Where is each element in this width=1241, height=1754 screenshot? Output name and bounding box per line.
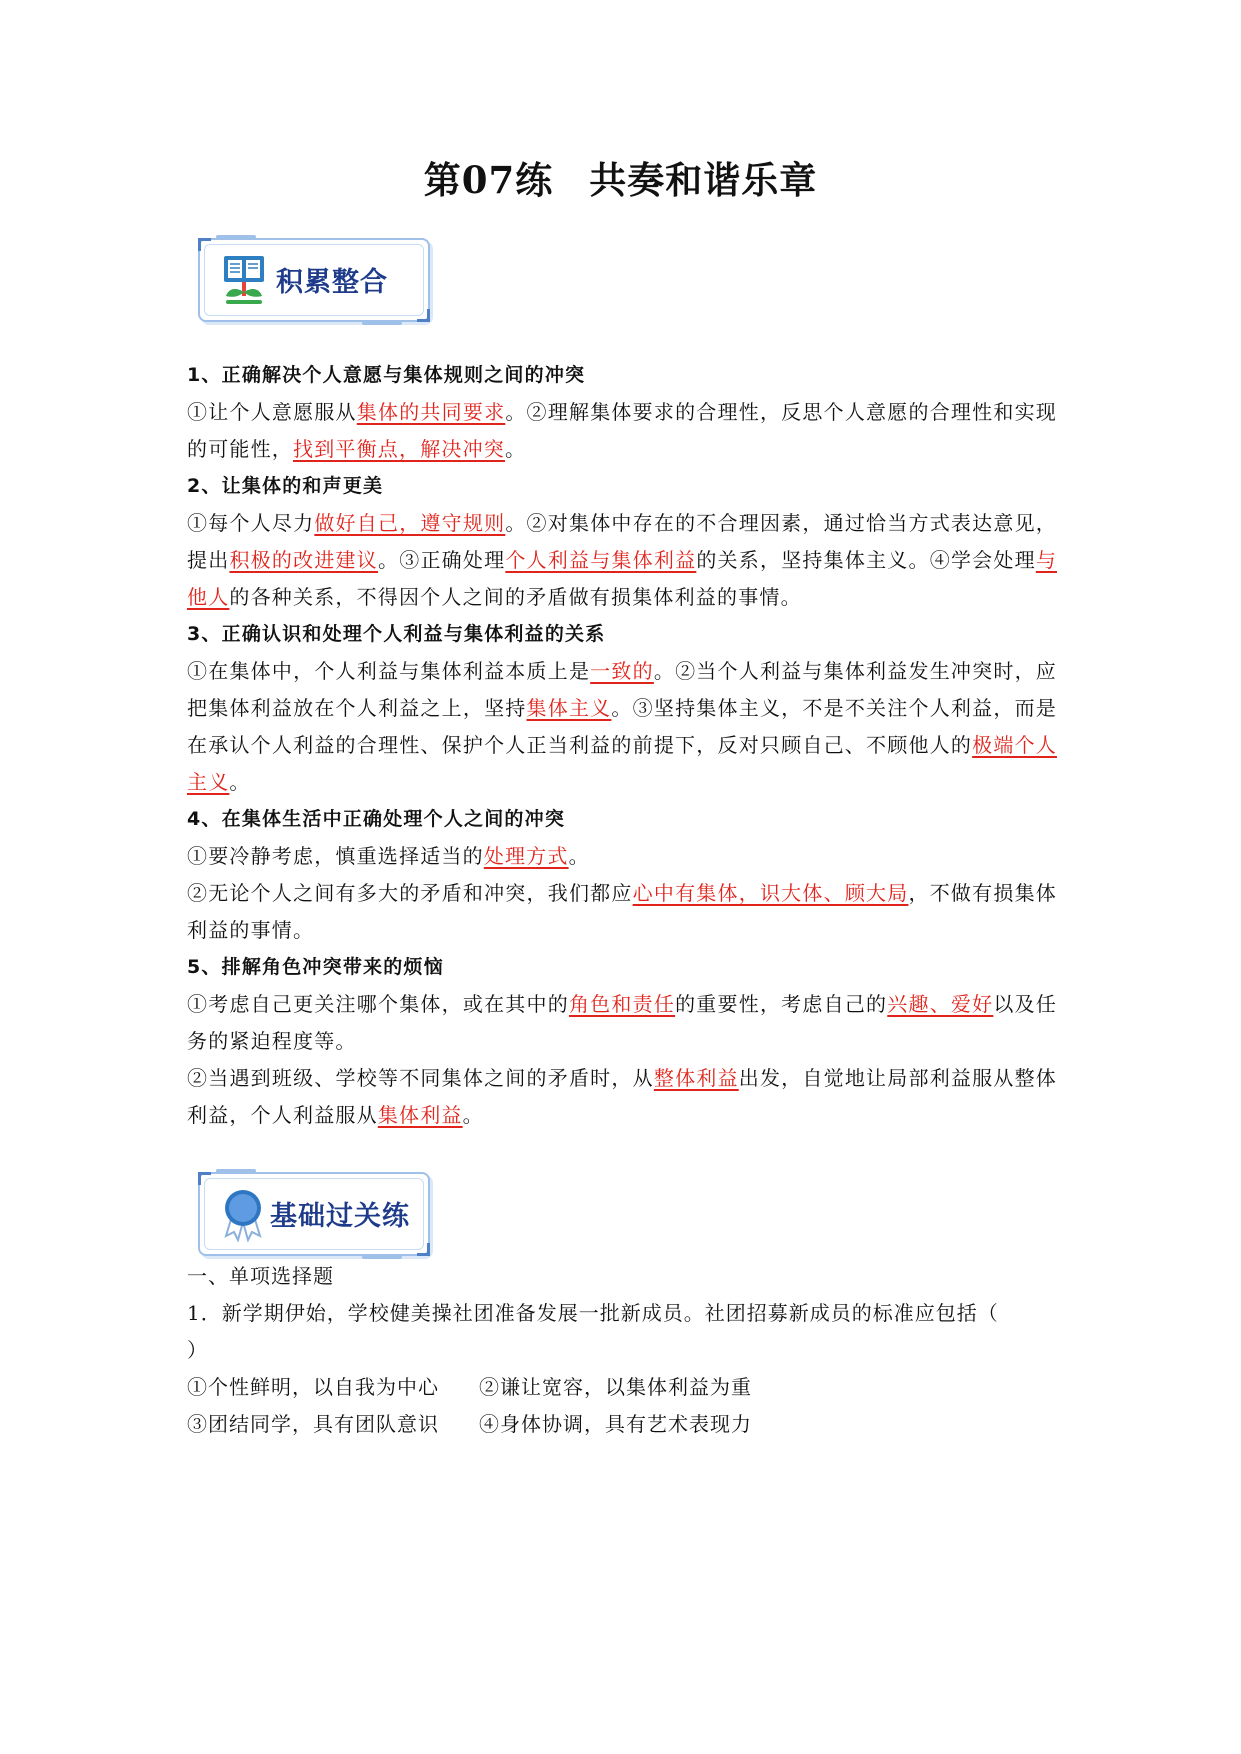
options-row-1 [187,1369,1057,1406]
page-title [0,150,1241,204]
text-segment: ①每个人尽力 [187,511,315,535]
key-phrase: 与他人 [187,548,1058,609]
key-phrase: 做好自己，遵守规则 [314,511,506,535]
section-4-paragraph [187,875,1057,949]
key-phrase: 一致的 [590,659,654,683]
section-heading-2: 2、让集体的和声更美 [187,475,384,497]
text-segment: 。 [505,437,527,461]
key-phrase: 心中有集体，识大体、顾大局 [632,881,909,905]
section-badge-basic [198,1172,430,1256]
text-segment: 。③坚持集体主义，不是不关注个人利益，而是在承认个人利益的合理性、保护个人正当利益的前提下，反对只顾自己、不顾他人的 [187,696,1057,757]
text-segment: ，不做有损集体利益的事情。 [187,881,1058,942]
title-part2: 共奏和谐乐章 [589,158,818,202]
question-1-stem-cont: ） [187,1338,208,1362]
section-5-paragraph [187,1060,1057,1134]
text-segment: 。②当个人利益与集体利益发生冲突时，应把集体利益放在个人利益之上，坚持 [187,659,1057,720]
question-1-stem: 1．新学期伊始，学校健美操社团准备发展一批新成员。社团招募新成员的标准应包括（ [187,1301,999,1325]
text-segment: ①让个人意愿服从 [187,400,357,424]
key-phrase: 处理方式 [483,844,569,868]
text-segment: 。③正确处理 [378,548,506,572]
option-2: ②谦让宽容，以集体利益为重 [479,1375,752,1399]
section-heading-5: 5、排解角色冲突带来的烦恼 [187,956,444,978]
text-segment: 的重要性，考虑自己的 [675,992,888,1016]
badge-label: 积累整合 [276,267,388,298]
section-5-paragraph [187,986,1057,1060]
text-segment: 。②理解集体要求的合理性，反思个人意愿的合理性和实现的可能性， [187,400,1058,461]
option-1: ①个性鲜明，以自我为中心 [187,1375,439,1399]
medal-icon [218,1186,268,1246]
key-phrase: 个人利益与集体利益 [505,548,697,572]
badge-label: 基础过关练 [270,1201,410,1232]
text-segment: 。 [462,1103,484,1127]
key-phrase: 整体利益 [653,1066,739,1090]
key-phrase: 找到平衡点，解决冲突 [293,437,505,461]
section-3-paragraph [187,653,1057,801]
key-phrase: 极端个人主义 [187,733,1057,794]
text-segment: ①要冷静考虑，慎重选择适当的 [187,844,484,868]
text-segment: 的各种关系，不得因个人之间的矛盾做有损集体利益的事情。 [229,585,802,609]
key-phrase: 集体主义 [526,696,612,720]
quiz-section [187,1258,1057,1443]
key-phrase: 集体的共同要求 [356,400,506,424]
section-2-paragraph [187,505,1057,616]
title-part1: 第07练 [423,158,554,202]
key-phrase: 集体利益 [377,1103,463,1127]
options-row-2 [187,1406,1057,1443]
book-plant-icon [218,252,270,312]
section-heading-1: 1、正确解决个人意愿与集体规则之间的冲突 [187,364,586,386]
text-segment: 以及任务的紧迫程度等。 [187,992,1058,1053]
text-segment: ②无论个人之间有多大的矛盾和冲突，我们都应 [187,881,633,905]
text-segment: ①在集体中，个人利益与集体利益本质上是 [187,659,591,683]
text-segment: ②当遇到班级、学校等不同集体之间的矛盾时，从 [187,1066,654,1090]
section-badge-accumulate [198,238,430,322]
option-3: ③团结同学，具有团队意识 [187,1412,439,1436]
section-1-paragraph [187,394,1057,468]
text-segment: 出发，自觉地让局部利益服从整体利益，个人利益服从 [187,1066,1058,1127]
key-phrase: 积极的改进建议 [229,548,378,572]
key-phrase: 兴趣、爱好 [887,992,994,1016]
key-phrase: 角色和责任 [568,992,676,1016]
quiz-section-label: 一、单项选择题 [187,1264,334,1288]
text-segment: 。②对集体中存在的不合理因素，通过恰当方式表达意见，提出 [187,511,1058,572]
section-heading-3: 3、正确认识和处理个人利益与集体利益的关系 [187,623,606,645]
text-segment: 。 [229,770,251,794]
option-4: ④身体协调，具有艺术表现力 [479,1412,752,1436]
knowledge-summary [187,357,1057,1134]
section-heading-4: 4、在集体生活中正确处理个人之间的冲突 [187,808,566,830]
text-segment: 。 [568,844,590,868]
text-segment: 的关系，坚持集体主义。④学会处理 [696,548,1036,572]
section-4-paragraph [187,838,1057,875]
text-segment: ①考虑自己更关注哪个集体，或在其中的 [187,992,569,1016]
